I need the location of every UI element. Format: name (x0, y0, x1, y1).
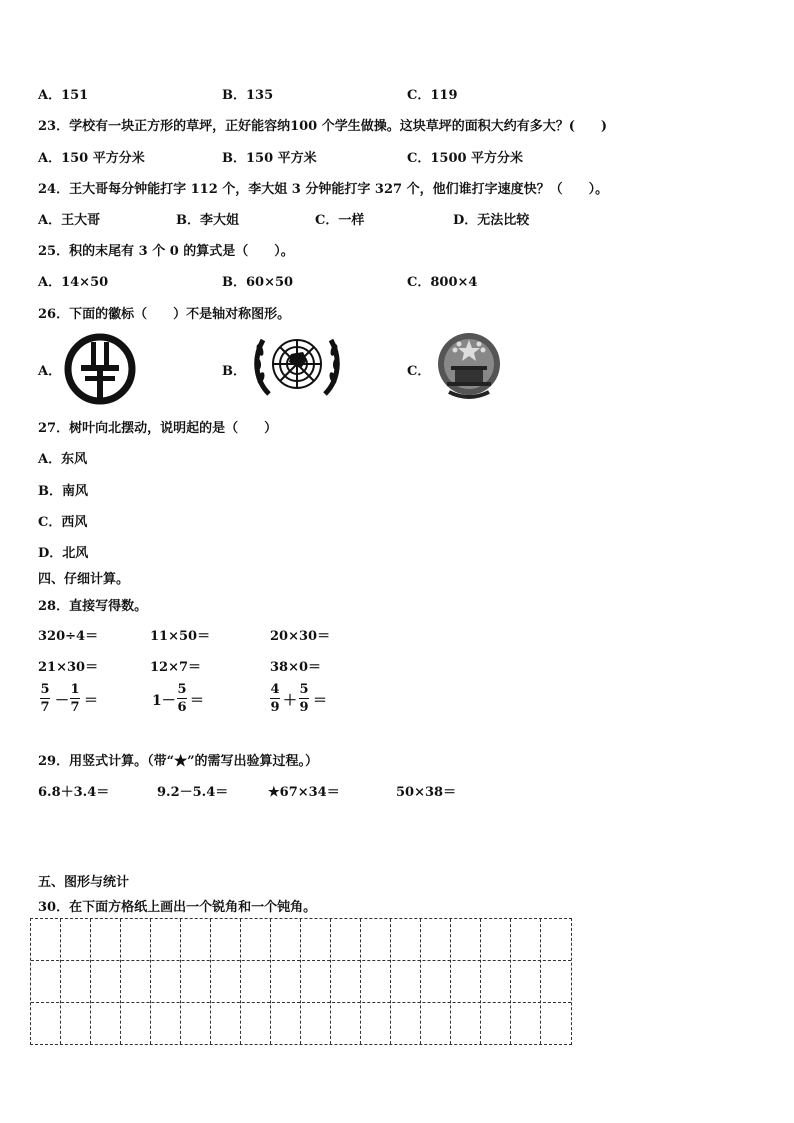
equals-sign: ＝ (84, 693, 98, 709)
q25-option-a: A．14×50 (38, 275, 109, 290)
q28-stem: 28．直接写得数。 (38, 599, 148, 614)
q24-option-d: D．无法比较 (453, 213, 530, 228)
equals-sign: ＝ (313, 693, 327, 709)
q27-option-a: A．东风 (38, 452, 88, 467)
q25-stem: 25．积的末尾有 3 个 0 的算式是（ ）。 (38, 244, 294, 259)
q25-option-b: B．60×50 (222, 275, 294, 290)
q23-stem: 23．学校有一块正方形的草坪，正好能容纳100 个学生做操。这块草坪的面积大约有多大？( ) (38, 119, 608, 134)
q22-option-a: A．151 (38, 88, 89, 103)
national-emblem-icon (433, 330, 505, 404)
q25-option-c: C．800×4 (407, 275, 478, 290)
section-4-title: 四、仔细计算。 (38, 572, 130, 587)
q28-item: 21×30＝ (38, 660, 99, 675)
q24-stem: 24．王大哥每分钟能打字 112 个，李大姐 3 分钟能打字 327 个，他们谁打字速度快？（ ）。 (38, 182, 609, 197)
q23-option-a: A．150 平方分米 (38, 151, 145, 166)
q26-stem: 26．下面的徽标（ ）不是轴对称图形。 (38, 307, 291, 322)
q28-item: 11×50＝ (150, 629, 211, 644)
q27-option-d: D．北风 (38, 546, 89, 561)
q29-item: ★67×34＝ (268, 785, 340, 800)
fraction: 1 7 (70, 682, 80, 715)
q24-option-a: A．王大哥 (38, 213, 101, 228)
q28-item: 320÷4＝ (38, 629, 99, 644)
whole-number-minus: 1－ (152, 693, 176, 709)
section-5-title: 五、图形与统计 (38, 875, 130, 890)
q22-option-c: C．119 (407, 88, 458, 103)
q29-stem: 29．用竖式计算。（带“★”的需写出验算过程。） (38, 754, 319, 769)
q27-option-c: C．西风 (38, 515, 88, 530)
fraction: 5 9 (299, 682, 309, 715)
q28-item: 38×0＝ (270, 660, 322, 675)
equals-sign: ＝ (190, 693, 204, 709)
q24-option-c: C．一样 (315, 213, 365, 228)
q22-option-b: B．135 (222, 88, 274, 103)
q29-item: 9.2－5.4＝ (157, 785, 229, 800)
grid-paper[interactable] (30, 918, 572, 1045)
minus-sign: － (55, 693, 69, 709)
q28-item: 20×30＝ (270, 629, 331, 644)
q26-option-a: A． (38, 364, 62, 379)
plus-sign: ＋ (283, 693, 297, 709)
q27-option-b: B．南风 (38, 484, 88, 499)
bank-emblem-icon (63, 332, 137, 406)
q29-item: 50×38＝ (396, 785, 457, 800)
q23-option-c: C．1500 平方分米 (407, 151, 524, 166)
fraction: 5 6 (177, 682, 187, 715)
q29-item: 6.8＋3.4＝ (38, 785, 110, 800)
q30-stem: 30．在下面方格纸上画出一个锐角和一个钝角。 (38, 900, 317, 915)
q26-option-b: B． (222, 364, 246, 379)
fraction: 5 7 (40, 682, 50, 715)
q27-stem: 27．树叶向北摆动，说明起的是（ ） (38, 421, 278, 436)
q28-item: 12×7＝ (150, 660, 202, 675)
q23-option-b: B．150 平方米 (222, 151, 317, 166)
q24-option-b: B．李大姐 (176, 213, 239, 228)
un-emblem-icon (251, 328, 343, 404)
q26-option-c: C． (407, 364, 431, 379)
fraction: 4 9 (270, 682, 280, 715)
